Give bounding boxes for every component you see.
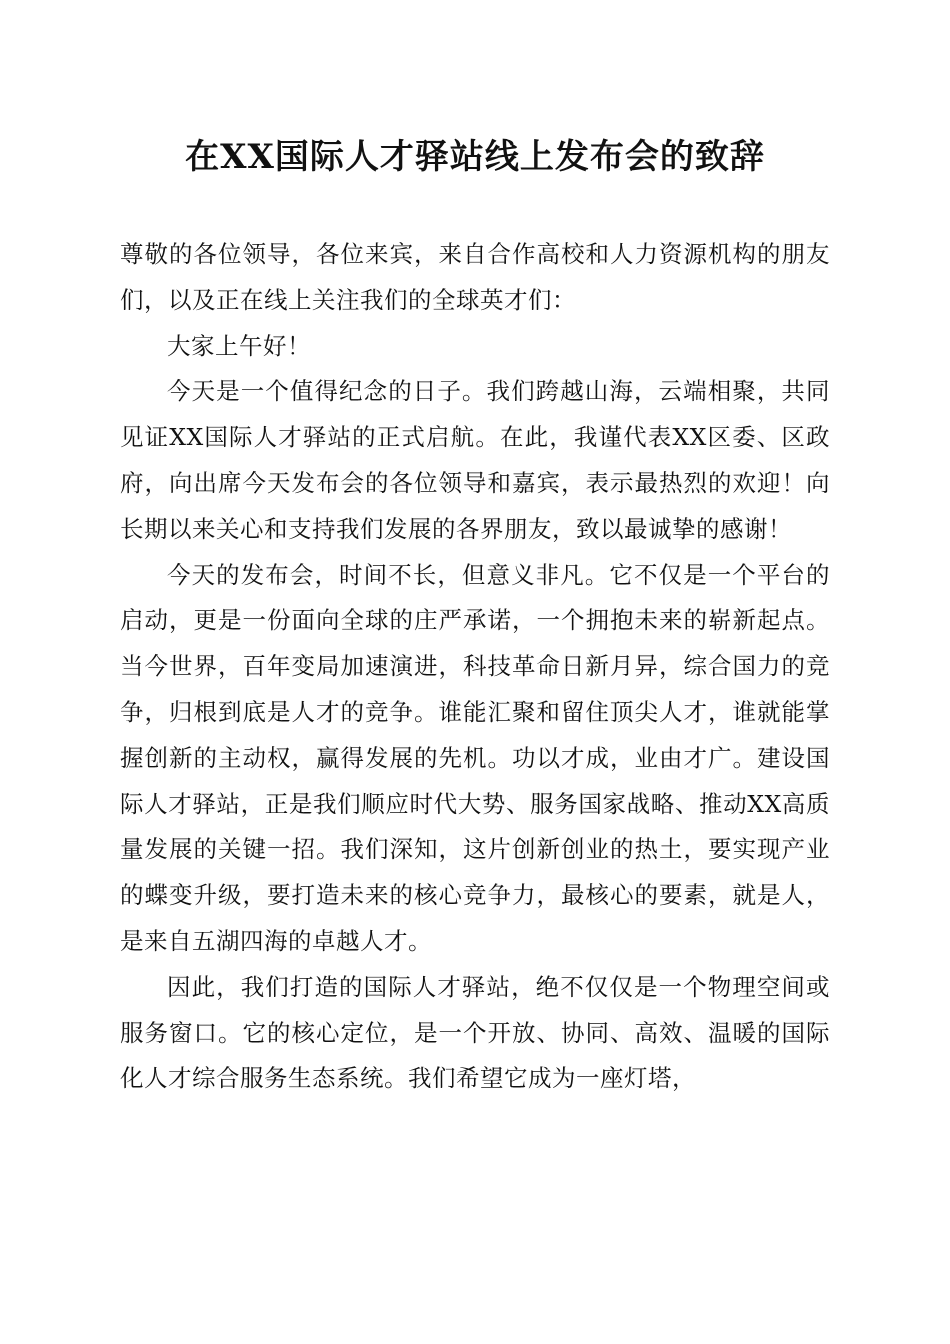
document-body <box>120 232 830 1102</box>
paragraph-positioning: 因此，我们打造的国际人才驿站，绝不仅仅是一个物理空间或服务窗口。它的核心定位，是一个开放、协同、高效、温暖的国际化人才综合服务生态系统。我们希望它成为一座灯塔， <box>120 972 830 1093</box>
paragraph-salutation: 尊敬的各位领导，各位来宾，来自合作高校和人力资源机构的朋友们，以及正在线上关注我们的全球英才们： <box>120 240 830 314</box>
paragraph-welcome: 今天是一个值得纪念的日子。我们跨越山海，云端相聚，共同见证XX国际人才驿站的正式启航。在此，我谨代表XX区委、区政府，向出席今天发布会的各位领导和嘉宾，表示最热烈的欢迎！向长期以来关心和支持我们发展的各界朋友，致以最诚挚的感谢！ <box>120 377 830 543</box>
document-title: 在XX国际人才驿站线上发布会的致辞 <box>185 137 765 177</box>
paragraph-significance: 今天的发布会，时间不长，但意义非凡。它不仅是一个平台的启动，更是一份面向全球的庄严承诺，一个拥抱未来的崭新起点。当今世界，百年变局加速演进，科技革命日新月异，综合国力的竞争，归根到底是人才的竞争。谁能汇聚和留住顶尖人才，谁就能掌握创新的主动权，赢得发展的先机。功以才成，业由才广。建设国际人才驿站，正是我们顺应时代大势、服务国家战略、推动XX高质量发展的关键一招。我们深知，这片创新创业的热土，要实现产业的蝶变升级，要打造未来的核心竞争力，最核心的要素，就是人，是来自五湖四海的卓越人才。 <box>120 560 830 955</box>
paragraph-greeting: 大家上午好！ <box>167 331 311 360</box>
